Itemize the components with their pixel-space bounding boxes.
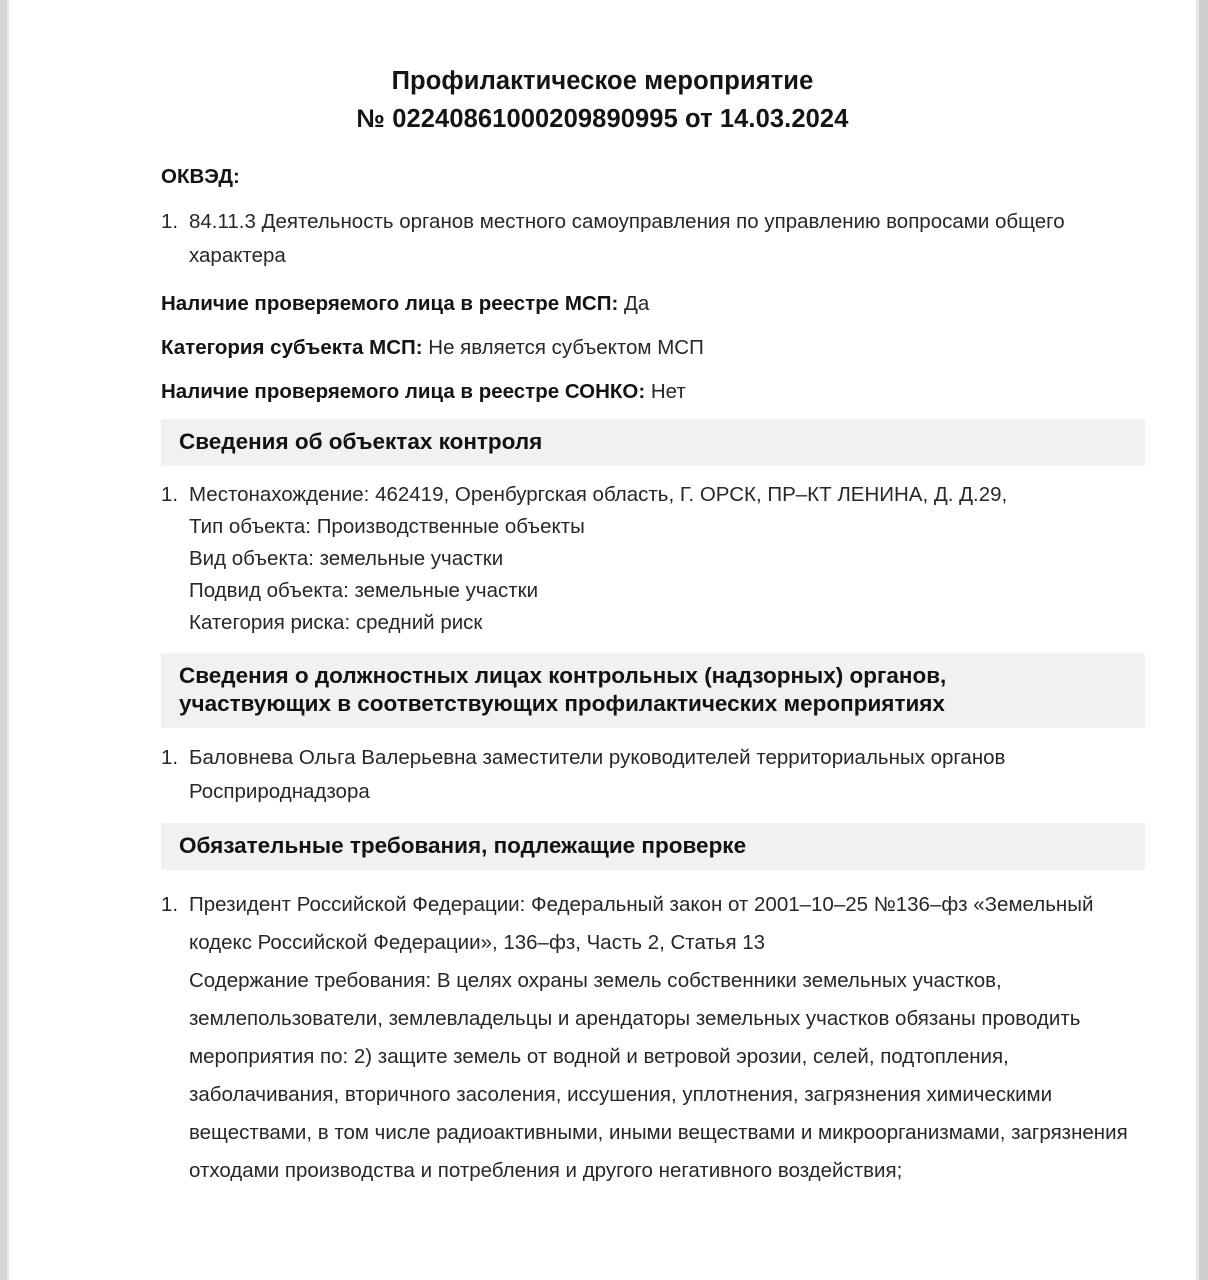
objects-list (161, 479, 1137, 639)
list-marker: 1. (161, 893, 179, 916)
okved-label-row (161, 164, 1137, 190)
list-item (161, 479, 1137, 639)
official-name-line-2: Росприроднадзора (189, 780, 370, 803)
section-header-officials-title (179, 662, 1145, 718)
object-subkind: Подвид объекта: земельные участки (189, 579, 539, 602)
object-location: Местонахождение: 462419, Оренбургская область, Г. ОРСК, ПР–КТ ЛЕНИНА, Д. Д.29, (189, 483, 1008, 506)
requirement-content: Содержание требования: В целях охраны земель собственники земельных участков, землепользователи, землевладельцы и арендаторы земельных участков обязаны проводить мероприятия по: 2) защите земель от водной и ветровой эрозии, селей, подтопления, заболачивания, вторичного засоления, иссушения, уплотнения, загрязнения химическими веществами, в том числе радиоактивными, иными веществами и микроорганизмами, загрязнения отходами производства и потребления и другого негативного воздействия; (189, 969, 1128, 1182)
requirements-list (161, 886, 1137, 1190)
okved-item-line-1: 84.11.3 Деятельность органов местного самоуправления по управлению вопросами (189, 210, 990, 233)
list-item (161, 741, 1137, 809)
msp-category-label: Категория субъекта МСП: (161, 336, 423, 359)
list-item (161, 205, 1137, 273)
msp-category-row (161, 335, 1137, 361)
object-type: Тип объекта: Производственные объекты (189, 515, 585, 538)
section-header-officials-line-2: участвующих в соответствующих профилактических мероприятиях (179, 691, 945, 716)
section-header-requirements-title: Обязательные требования, подлежащие проверке (179, 833, 747, 858)
requirement-title-line-2: кодекс Российской Федерации», 136–фз, Часть 2, Статья 13 (189, 931, 766, 954)
section-header-objects (161, 419, 1145, 466)
msp-registry-row (161, 291, 1137, 317)
page-title-line-1: Профилактическое мероприятие (391, 67, 814, 95)
sonko-registry-value: Нет (645, 380, 686, 403)
list-marker: 1. (161, 483, 179, 506)
official-name-line-1: Баловнева Ольга Валерьевна заместители руководителей территориальных органов (189, 746, 1006, 769)
list-marker: 1. (161, 746, 179, 769)
okved-item-line-2: общего характера (189, 210, 1065, 267)
sonko-registry-label: Наличие проверяемого лица в реестре СОНКО: (161, 380, 646, 403)
page-title-line-2: № 02240861000209890995 от 14.03.2024 (356, 105, 849, 133)
section-header-requirements (161, 823, 1145, 870)
okved-list (161, 205, 1137, 273)
object-risk-category: Категория риска: средний риск (189, 611, 483, 634)
document-page (9, 0, 1196, 1280)
section-header-officials-line-1: Сведения о должностных лицах контрольных (надзорных) органов, (179, 663, 947, 688)
msp-category-value: Не является субъектом МСП (422, 336, 704, 359)
list-marker: 1. (161, 210, 179, 233)
page-title (9, 0, 1196, 138)
msp-registry-value: Да (618, 292, 650, 315)
object-kind: Вид объекта: земельные участки (189, 547, 504, 570)
msp-registry-label: Наличие проверяемого лица в реестре МСП: (161, 292, 619, 315)
sonko-registry-row (161, 379, 1137, 405)
document-content (9, 164, 1196, 1190)
requirement-title-line-1: Президент Российской Федерации: Федеральный закон от 2001–10–25 №136–фз «Земельный (189, 893, 1094, 916)
officials-list (161, 741, 1137, 809)
list-item (161, 886, 1137, 1190)
section-header-officials (161, 653, 1145, 728)
okved-label: ОКВЭД: (161, 165, 240, 188)
section-header-objects-title: Сведения об объектах контроля (179, 429, 543, 454)
